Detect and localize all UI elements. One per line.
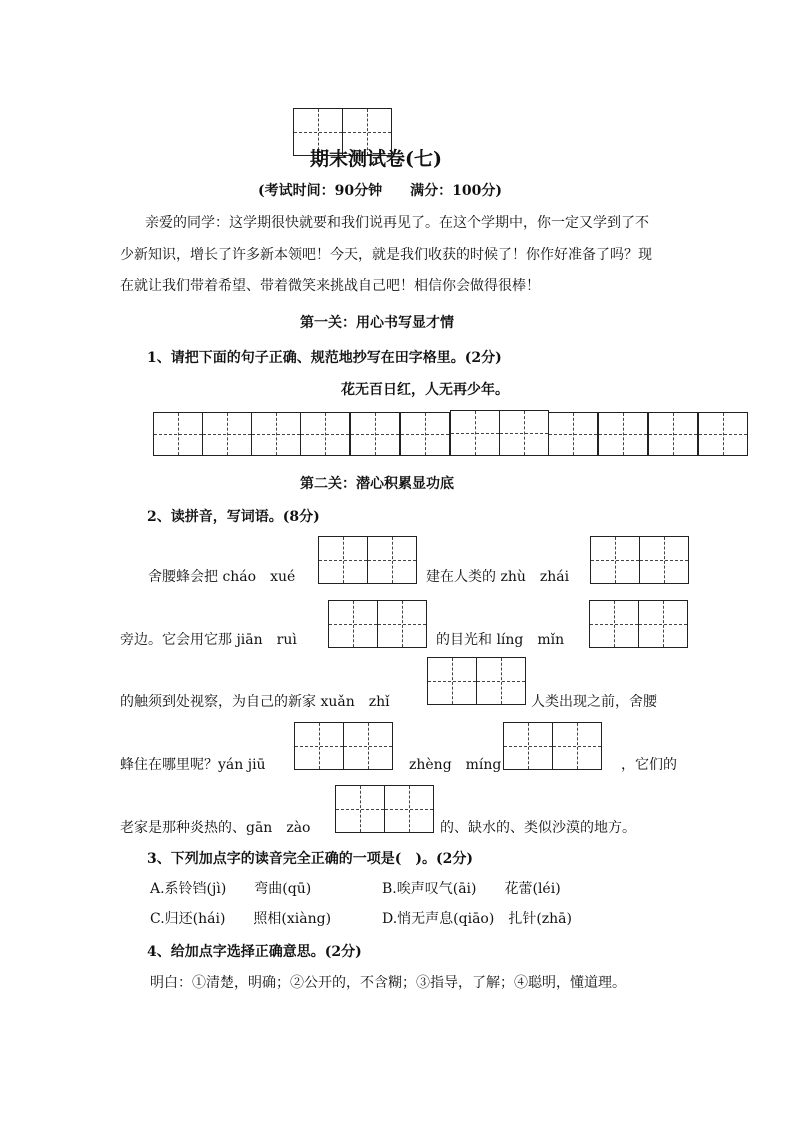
- q2-row4-text-a: 蜂住在哪里呢？yán jiū: [120, 757, 266, 773]
- q2-grid-cell[interactable]: [377, 600, 427, 648]
- q1-grid-cell[interactable]: [698, 412, 748, 456]
- q2-row1-text-b: 建在人类的 zhù zhái: [426, 569, 570, 585]
- q1-grid-cell[interactable]: [350, 412, 400, 456]
- section2-heading: 第二关：潜心积累显功底: [300, 476, 454, 492]
- intro-line-2: 少新知识，增长了许多新本领吧！今天，就是我们收获的时候了！你作好准备了吗？现: [120, 247, 652, 263]
- q2-row3-text-b: 人类出现之前，舍腰: [531, 694, 657, 710]
- q2-row2-text-b: 的目光和 líng mǐn: [436, 632, 565, 648]
- q2-grid-cell[interactable]: [294, 722, 344, 770]
- q2-grid-cell[interactable]: [476, 657, 526, 705]
- q2-grid-cell[interactable]: [384, 785, 434, 833]
- q1-grid-cell[interactable]: [251, 412, 301, 456]
- q2-row4-text-b: zhèng míng: [409, 757, 502, 773]
- q1-grid-cell[interactable]: [300, 412, 350, 456]
- q3-option-c[interactable]: C.归还(hái) 照相(xiàng): [150, 911, 332, 927]
- page-title: 期末测试卷(七): [310, 148, 442, 170]
- q1-grid-cell[interactable]: [548, 412, 598, 456]
- q1-prompt: 1、请把下面的句子正确、规范地抄写在田字格里。(2分): [147, 350, 502, 366]
- q2-grid-cell[interactable]: [328, 600, 378, 648]
- exam-info: (考试时间：90分钟 满分：100分): [258, 183, 502, 199]
- q1-grid-cell[interactable]: [499, 410, 549, 456]
- intro-line-1: 亲爱的同学：这学期很快就要和我们说再见了。在这个学期中，你一定又学到了不: [145, 215, 649, 231]
- q2-row3-text-a: 的触须到处视察，为自己的新家 xuǎn zhǐ: [120, 694, 390, 710]
- q2-grid-cell[interactable]: [590, 536, 640, 584]
- q2-prompt: 2、读拼音，写词语。(8分): [147, 509, 320, 525]
- q2-row4-text-c: ，它们的: [621, 757, 677, 773]
- q2-grid-cell[interactable]: [367, 536, 417, 584]
- q2-grid-cell[interactable]: [552, 722, 602, 770]
- intro-line-3: 在就让我们带着希望、带着微笑来挑战自己吧！相信你会做得很棒！: [120, 278, 540, 294]
- q2-grid-cell[interactable]: [639, 536, 689, 584]
- q4-definition: 明白：①清楚，明确；②公开的，不含糊；③指导，了解；④聪明，懂道理。: [150, 975, 626, 991]
- q4-prompt: 4、给加点字选择正确意思。(2分): [147, 944, 362, 960]
- q2-grid-cell[interactable]: [589, 600, 639, 648]
- q3-prompt: 3、下列加点字的读音完全正确的一项是( )。(2分): [147, 851, 473, 867]
- q1-sentence: 花无百日红，人无再少年。: [341, 382, 509, 398]
- section1-heading: 第一关：用心书写显才情: [300, 315, 454, 331]
- q1-grid-cell[interactable]: [450, 410, 500, 456]
- q1-grid-cell[interactable]: [202, 412, 252, 456]
- q1-grid-cell[interactable]: [648, 412, 698, 456]
- q2-grid-cell[interactable]: [638, 600, 688, 648]
- q1-grid-cell[interactable]: [400, 412, 450, 456]
- q2-grid-cell[interactable]: [503, 722, 553, 770]
- q2-row5-text-a: 老家是那种炎热的、gān zào: [120, 820, 311, 836]
- q2-grid-cell[interactable]: [427, 657, 477, 705]
- q2-grid-cell[interactable]: [335, 785, 385, 833]
- q1-grid-cell[interactable]: [153, 412, 203, 456]
- q2-grid-cell[interactable]: [343, 722, 393, 770]
- q2-grid-cell[interactable]: [318, 536, 368, 584]
- q3-option-a[interactable]: A.系铃铛(jì) 弯曲(qū): [150, 881, 312, 897]
- q2-row5-text-b: 的、缺水的、类似沙漠的地方。: [440, 820, 636, 836]
- q1-grid-cell[interactable]: [598, 412, 648, 456]
- q2-row1-text-a: 舍腰蜂会把 cháo xué: [148, 569, 296, 585]
- q3-option-b[interactable]: B.唉声叹气(āi) 花蕾(léi): [382, 881, 561, 897]
- q2-row2-text-a: 旁边。它会用它那 jiān ruì: [120, 632, 297, 648]
- q3-option-d[interactable]: D.悄无声息(qiāo) 扎针(zhā): [382, 911, 572, 927]
